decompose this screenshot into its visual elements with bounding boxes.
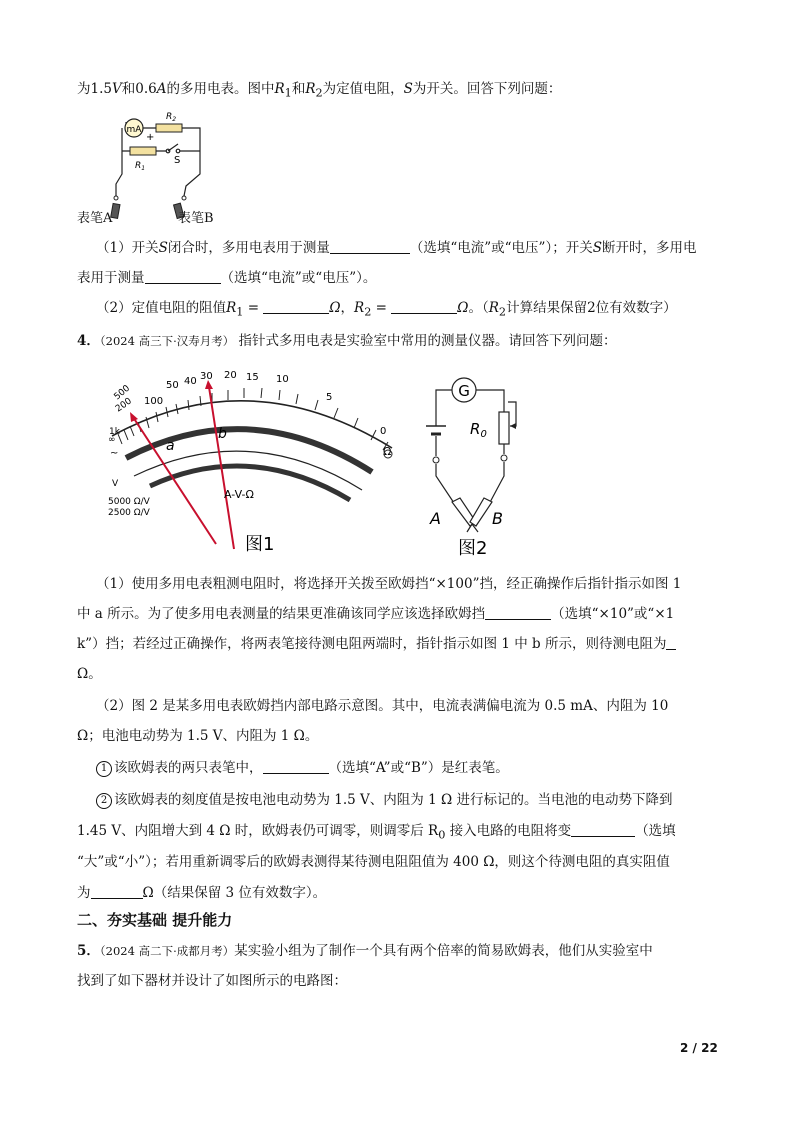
text: S [592, 240, 602, 256]
text: R [354, 300, 365, 316]
figure1-caption: 图1 [245, 534, 275, 555]
text: 为定值电阻， [322, 81, 404, 97]
rheostat-arrow [510, 423, 516, 429]
text: S [403, 81, 413, 97]
answer-blank[interactable] [330, 239, 410, 254]
text: 。（ [468, 300, 489, 316]
text: = [371, 300, 392, 316]
ohmmeter-circuit-figure [418, 366, 528, 560]
tick-label: 20 [224, 370, 237, 381]
text: 为 [77, 885, 91, 901]
answer-blank[interactable] [571, 822, 635, 837]
tick-label: 50 [166, 380, 179, 391]
answer-blank[interactable] [263, 759, 329, 774]
q4-part2-line1: （2）图 2 是某多用电表欧姆挡内部电路示意图。其中，电流表满偏电流为 0.5 mA、内阻为 10 [96, 698, 669, 714]
tick-label: 100 [144, 396, 164, 407]
text: 为开关。回答下列问题： [412, 81, 562, 97]
text: （选填“×10”或“×1 [551, 606, 675, 622]
probe-a-label: A [430, 509, 441, 528]
spec-label: 5000 Ω/V [108, 497, 150, 507]
section-heading: 二、夯实基础 提升能力 [77, 911, 233, 929]
battery-icon [426, 426, 446, 434]
infinity-label: ∞ [108, 435, 116, 445]
answer-blank[interactable] [485, 605, 551, 620]
answer-blank[interactable] [391, 299, 457, 314]
resistor-r2-icon [156, 124, 182, 132]
circled-number: 2 [96, 793, 112, 809]
text: R [226, 300, 237, 316]
r2-label: $R_2$ [166, 112, 177, 123]
tick-label: 500 [112, 383, 133, 403]
q4-part1-line1: （1）使用多用电表粗测电阻时，将选择开关拨至欧姆挡“×100”挡，经正确操作后指针指示如图 1 [96, 576, 682, 592]
plus-label: + [146, 132, 155, 143]
text: 和0.6 [121, 81, 157, 97]
text: Ω（结果保留 3 位有效数字）。 [142, 885, 327, 901]
r0-label: $R_0$ [470, 420, 487, 440]
text: V [111, 81, 122, 97]
text: 闭合时，多用电表用于测量 [167, 240, 330, 256]
figure2-caption: 图2 [458, 538, 488, 559]
text: Ω [329, 300, 341, 316]
text: （选填“电流”或“电压”）。 [220, 270, 377, 286]
text: R [488, 300, 499, 316]
ma-label: mA [126, 125, 142, 135]
text: 2 [498, 305, 507, 319]
s-label: S [174, 155, 181, 166]
label-a: a [166, 438, 175, 454]
q5-stem-line2: 找到了如下器材并设计了如图所示的电路图： [77, 973, 347, 989]
label-b: b [218, 426, 227, 442]
text: A [156, 81, 167, 97]
spec-label: 2500 Ω/V [108, 508, 150, 518]
question-source: （2024 高二下·成都月考） [99, 944, 235, 958]
text: 和 [291, 81, 306, 97]
meter-dial-figure [100, 364, 410, 560]
q4-part1-line2 [77, 604, 674, 624]
q4-part2-line2: Ω；电池电动势为 1.5 V、内阻为 1 Ω。 [77, 728, 319, 744]
tick-label: 40 [184, 376, 197, 387]
q4-part1-line4: Ω。 [77, 666, 102, 682]
answer-blank[interactable] [91, 884, 143, 899]
q3-part2 [96, 298, 677, 323]
ac-symbol: ~ [110, 448, 119, 459]
q4-stem [77, 331, 617, 351]
text: 1 [284, 86, 292, 100]
probe-b-label: B [492, 509, 503, 528]
pointer-a-head [130, 412, 138, 422]
text: 表用于测量 [77, 270, 145, 286]
text: （选填“A”或“B”）是红表笔。 [328, 760, 509, 776]
q3-part1-line2 [77, 268, 376, 288]
tick-label: 200 [113, 396, 134, 415]
q5-stem-line1 [77, 941, 653, 961]
q4-sub1 [96, 758, 509, 778]
tick-label: 5 [326, 392, 333, 403]
question-number: 5． [77, 943, 100, 959]
q4-part1-line3 [77, 634, 676, 654]
answer-blank[interactable] [263, 299, 329, 314]
r1-label: $R_1$ [135, 161, 146, 172]
q4-sub2-line4 [77, 883, 326, 903]
text: 该欧姆表的两只表笔中， [114, 760, 263, 776]
text: R [305, 81, 316, 97]
tick-label: 0 [380, 426, 387, 437]
text: 2 [315, 86, 323, 100]
resistor-r0-icon [499, 412, 509, 444]
text: 某实验小组为了制作一个具有两个倍率的简易欧姆表，他们从实验室中 [234, 943, 653, 959]
text: 计算结果保留2位有效数字） [506, 300, 677, 316]
text: （1）开关 [96, 240, 159, 256]
text: （选填“电流”或“电压”）；开关 [409, 240, 593, 256]
text: 指针式多用电表是实验室中常用的测量仪器。请回答下列问题： [234, 333, 617, 349]
g-label: G [458, 382, 470, 400]
q3-intro [77, 79, 561, 104]
question-number: 4． [77, 333, 100, 349]
q4-sub2-line2 [77, 821, 676, 846]
q4-sub2-line1 [96, 790, 672, 810]
text: 1.45 V、内阻增大到 4 Ω 时，欧姆表仍可调零，则调零后 R [77, 823, 439, 839]
text: 中 a 所示。为了使多用电表测量的结果更准确该同学应该选择欧姆挡 [77, 606, 486, 622]
text: ， [340, 300, 355, 316]
text: = [243, 300, 264, 316]
text: Ω [457, 300, 469, 316]
resistor-r1-icon [130, 147, 156, 155]
answer-blank[interactable] [666, 635, 676, 650]
text: k”）挡；若经过正确操作，将两表笔接待测电阻两端时，指针指示如图 1 中 b 所示，则待测电阻为 [77, 636, 667, 652]
text: 的多用电表。图中 [166, 81, 275, 97]
text: R [274, 81, 285, 97]
v-symbol: V [112, 479, 119, 489]
switch-icon [166, 144, 180, 153]
page-number: 2 / 22 [680, 1041, 718, 1055]
tick-label: 30 [200, 371, 213, 382]
answer-blank[interactable] [145, 269, 221, 284]
pen-a-label: 表笔A [77, 211, 113, 226]
avo-label: A-V-Ω [224, 488, 254, 501]
question-source: （2024 高三下·汉寿月考） [99, 334, 235, 348]
text: 接入电路的电阻将变 [445, 823, 572, 839]
text: 该欧姆表的刻度值是按电池电动势为 1.5 V、内阻为 1 Ω 进行标记的。当电池的电动势下降到 [114, 792, 673, 808]
q3-part1-line1 [96, 238, 696, 258]
text: （2）定值电阻的阻值 [96, 300, 227, 316]
tick-label: 1k [109, 427, 120, 437]
ohm-symbol: Ω [383, 445, 392, 458]
circled-number: 1 [96, 761, 112, 777]
q4-sub2-line3: “大”或“小”）；若用重新调零后的欧姆表测得某待测电阻阻值为 400 Ω，则这个待测电阻的真实阻值 [77, 854, 670, 870]
tick-label: 15 [246, 372, 259, 383]
text: 2 [364, 305, 372, 319]
text: 0 [438, 828, 446, 842]
pen-b-label: 表笔B [178, 211, 214, 226]
text: 断开时，多用电 [601, 240, 697, 256]
text: （选填 [635, 823, 676, 839]
text: 为1.5 [77, 81, 112, 97]
tick-label: 10 [276, 374, 289, 385]
text: 1 [236, 305, 244, 319]
text: S [158, 240, 168, 256]
